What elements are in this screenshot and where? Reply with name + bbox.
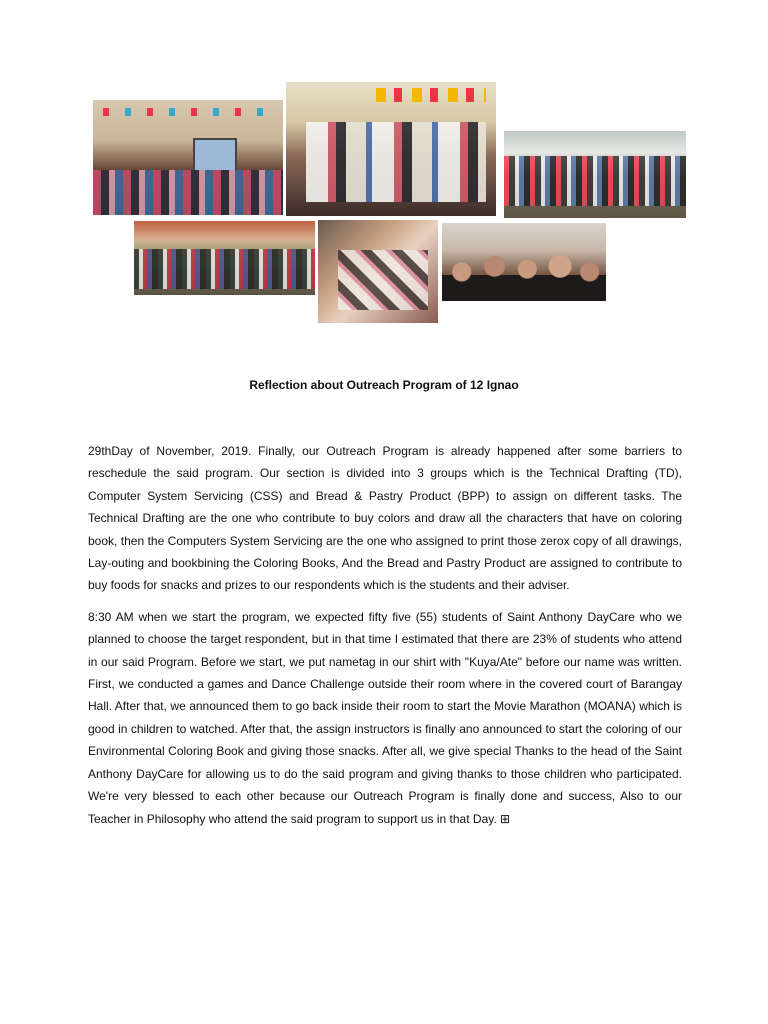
document-title: Reflection about Outreach Program of 12 Ignao bbox=[249, 378, 519, 392]
photo-crowd bbox=[504, 156, 686, 206]
photo-decoration bbox=[103, 108, 273, 116]
photo-kids-drawings bbox=[286, 82, 496, 216]
paragraph-2: 8:30 AM when we start the program, we expected fifty five (55) students of Saint Anthony DayCare who we planned to choose the target respondent, but in that time I estimated that there are 23% of students who attend in our said Program. Before we start, we put nametag in our shirt with "Kuya/Ate" before our name was written. First, we conducted a games and Dance Challenge outside their room where in the covered court of Barangay Hall. After that, we announced them to go back inside their room to start the Movie Marathon (MOANA) which is good in children to watched. After that, the assign instructors is finally ano announced to start the coloring of our Environmental Coloring Book and giving those snacks. After all, we give special Thanks to the head of the Saint Anthony DayCare for allowing us to do the said program and giving thanks to those children who participated. We're very blessed to each other because our Outreach Program is finally done and success, Also to our Teacher in Philosophy who attend the said program to support us in that Day. ⊞ bbox=[88, 609, 682, 826]
photo-coloring-tables bbox=[318, 220, 438, 323]
photo-faces bbox=[442, 243, 606, 301]
photo-classroom-movie bbox=[93, 100, 283, 215]
photo-covered-court bbox=[134, 221, 315, 295]
photo-group-selfie bbox=[442, 223, 606, 301]
paragraph-1: 29thDay of November, 2019. Finally, our Outreach Program is already happened after some barriers to reschedule the said program. Our section is divided into 3 groups which is the Technical Drafting (TD), Computer System Servicing (CSS) and Bread & Pastry Product (BPP) to assign on different tasks. The Technical Drafting are the one who contribute to buy colors and draw all the characters that have on coloring book, then the Computers System Servicing are the one who assigned to print those zerox copy of all drawings, Lay-outing and bookbining the Coloring Books, And the Bread and Pastry Product are assigned to contribute to buy foods for snacks and prizes to our respondents which is the students and their adviser. bbox=[88, 444, 682, 593]
photo-crowd bbox=[93, 170, 283, 215]
photo-drawings bbox=[306, 122, 486, 202]
photo-crowd bbox=[134, 249, 315, 289]
photo-decoration bbox=[376, 88, 486, 102]
photo-tables bbox=[338, 250, 428, 310]
photo-outdoor-games bbox=[504, 131, 686, 218]
document-body bbox=[88, 440, 682, 839]
projector-screen bbox=[193, 138, 237, 172]
